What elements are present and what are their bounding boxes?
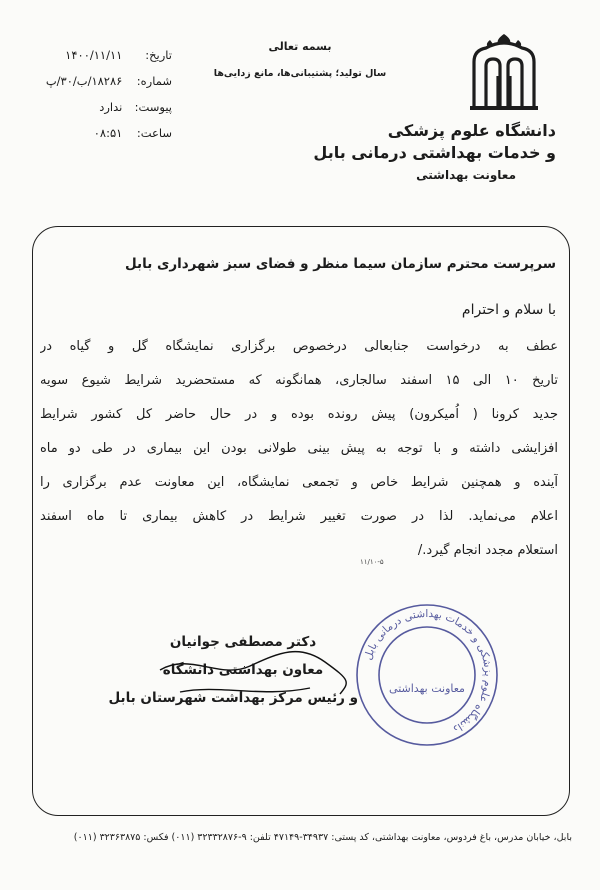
stamp-outer-text: دانشگاه علوم پزشکی و خدمات بهداشتی درمانی بابل bbox=[362, 607, 495, 735]
letter-recipient: سرپرست محترم سازمان سیما منظر و فضای سبز شهرداری بابل bbox=[125, 256, 556, 272]
meta-date-value: ۱۴۰۰/۱۱/۱۱ bbox=[65, 48, 123, 62]
letter-meta bbox=[44, 42, 172, 146]
meta-attachment-label: پیوست: bbox=[134, 100, 172, 114]
meta-number-label: شماره: bbox=[136, 74, 172, 88]
signature-block bbox=[108, 628, 358, 712]
signatory-title1: معاون بهداشتی دانشگاه bbox=[162, 662, 324, 678]
meta-time-value: ۰۸:۵۱ bbox=[93, 126, 123, 140]
stamp-inner-text: معاونت بهداشتی bbox=[389, 682, 465, 695]
university-name-line2: و خدمات بهداشتی درمانی بابل bbox=[313, 143, 556, 162]
body-line: جدید کرونا ( اُمیکرون) پیش رونده بوده و در حال حاضر کل کشور شرایط bbox=[40, 407, 558, 422]
body-line: افزایشی داشته و با توجه به پیش بینی طولانی بودن این بیماری در طی دو ماه bbox=[40, 441, 558, 456]
handwritten-note: ۱۱/۱۰-۵ bbox=[360, 558, 384, 566]
body-line: آینده و همچنین شرایط خاص و تجمعی نمایشگاه، این معاونت عدم برگزاری را bbox=[40, 475, 558, 490]
body-line: استعلام مجدد انجام گیرد./ bbox=[417, 543, 558, 558]
letter-salutation: با سلام و احترام bbox=[461, 302, 556, 318]
letter-body bbox=[40, 330, 558, 568]
body-line: اعلام می‌نماید. لذا در صورت تغییر شرایط در کاهش بیماری تا ماه اسفند bbox=[40, 509, 558, 524]
letter-footer-address: بابل، خیابان مدرس، باغ فردوس، معاونت بهداشتی، کد پستی: ۳۴۹۳۷-۴۷۱۴۹ تلفن: ۹-۳۲۳۳۲۸۷۶ (۰۱۱) فکس: ۳۲۳۶۳۸۷۵ (۰۱۱) bbox=[73, 832, 572, 843]
meta-date-row bbox=[44, 42, 172, 68]
bismillah-heading: بسمه تعالی bbox=[268, 40, 332, 53]
body-line: تاریخ ۱۰ الی ۱۵ اسفند سالجاری، همانگونه که مستحضرید شرایط شیوع سویه bbox=[40, 373, 558, 388]
meta-time-label: ساعت: bbox=[136, 126, 172, 140]
meta-attachment-row bbox=[44, 94, 172, 120]
meta-time-row bbox=[44, 120, 172, 146]
university-title bbox=[296, 120, 556, 186]
signatory-name: دکتر مصطفی جوانیان bbox=[169, 634, 317, 650]
meta-attachment-value: ندارد bbox=[99, 100, 123, 114]
meta-number-row bbox=[44, 68, 172, 94]
university-name-line1: دانشگاه علوم پزشکی bbox=[387, 121, 556, 140]
signatory-title2: و رئیس مرکز بهداشت شهرستان بابل bbox=[108, 690, 358, 706]
year-slogan: سال تولید؛ پشتیبانی‌ها، مانع زدایی‌ها bbox=[213, 68, 387, 79]
university-logo-icon bbox=[466, 32, 542, 112]
meta-date-label: تاریخ: bbox=[145, 48, 172, 62]
meta-number-value: ۱۸۲۸۶/ب/۳۰/پ bbox=[45, 74, 123, 88]
body-line: عطف به درخواست جنابعالی درخصوص برگزاری نمایشگاه گل و گیاه در bbox=[40, 339, 558, 354]
department-name: معاونت بهداشتی bbox=[416, 168, 516, 182]
official-stamp bbox=[352, 600, 502, 750]
